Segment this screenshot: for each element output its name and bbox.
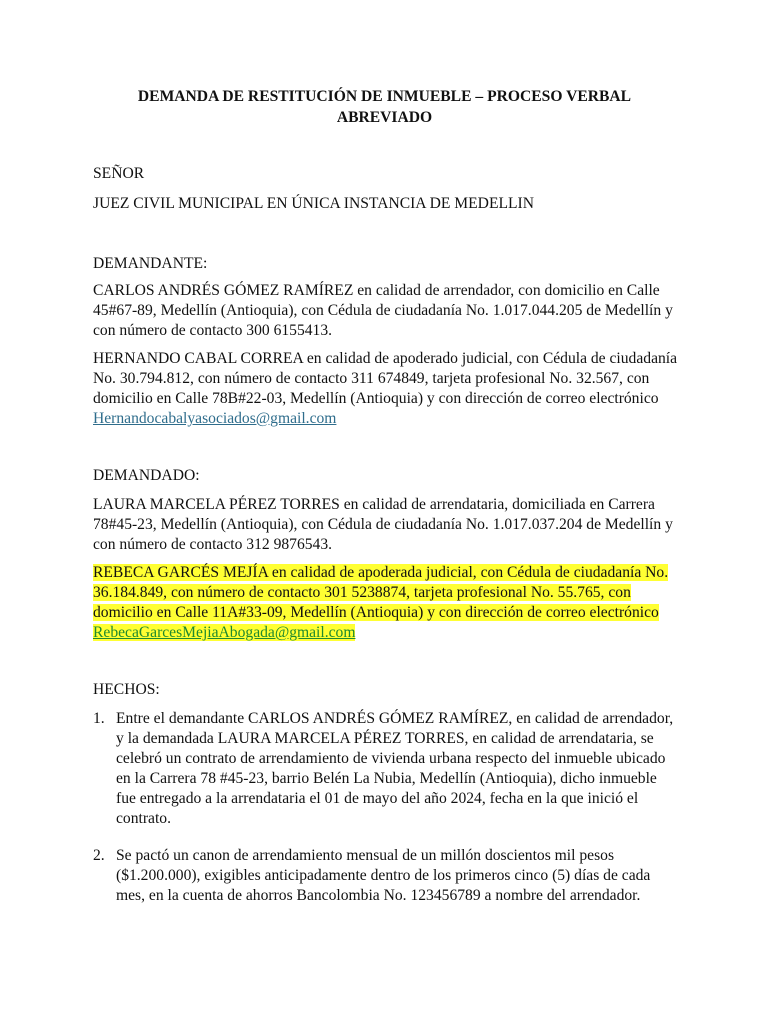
demandante-attorney-email-link[interactable]: Hernandocabalyasociados@gmail.com xyxy=(93,410,337,427)
demandado-party-text: LAURA MARCELA PÉREZ TORRES en calidad de arrendataria, domiciliada en Carrera 78#45-23, Medellín (Antioquia), con Cédula de ciudadanía No. 1.017.037.204 de Medellín y con número de contacto 312 9876543. xyxy=(93,496,673,553)
hechos-heading: HECHOS: xyxy=(93,681,160,698)
demandado-attorney-email-link[interactable]: RebecaGarcesMejiaAbogada@gmail.com xyxy=(93,624,356,641)
title-line-1: DEMANDA DE RESTITUCIÓN DE INMUEBLE – PROCESO VERBAL xyxy=(137,88,632,105)
hechos-item-1-number: 1. xyxy=(93,710,105,727)
demandado-heading: DEMANDADO: xyxy=(93,467,200,484)
demandante-heading: DEMANDANTE: xyxy=(93,255,208,272)
court-name: JUEZ CIVIL MUNICIPAL EN ÚNICA INSTANCIA DE MEDELLIN xyxy=(93,195,534,212)
document-title xyxy=(93,86,676,128)
hechos-item-2-text: Se pactó un canon de arrendamiento mensual de un millón doscientos mil pesos ($1.200.000), exigibles anticipadamente dentro de los primeros cinco (5) días de cada mes, en la cuenta de ahorros Bancolombia No. 123456789 a nombre del arrendador. xyxy=(116,847,651,904)
demandante-attorney-text: HERNANDO CABAL CORREA en calidad de apoderado judicial, con Cédula de ciudadanía No. 30.794.812, con número de contacto 311 674849, tarjeta profesional No. 32.567, con domicilio en Calle 78B#22-03, Medellín (Antioquia) y con dirección de correo electrónico xyxy=(93,350,678,407)
demandado-attorney-text: REBECA GARCÉS MEJÍA en calidad de apoderada judicial, con Cédula de ciudadanía No. 36.184.849, con número de contacto 301 5238874, tarjeta profesional No. 55.765, con domicilio en Calle 11A#33-09, Medellín (Antioquia) y con dirección de correo electrónico xyxy=(93,564,669,621)
hechos-item-1-text: Entre el demandante CARLOS ANDRÉS GÓMEZ RAMÍREZ, en calidad de arrendador, y la demandada LAURA MARCELA PÉREZ TORRES, en calidad de arrendataria, se celebró un contrato de arrendamiento de vivienda urbana respecto del inmueble ubicado en la Carrera 78 #45-23, barrio Belén La Nubia, Medellín (Antioquia), dicho inmueble fue entregado a la arrendataria el 01 de mayo del año 2024, fecha en la que inició el contrato. xyxy=(116,710,674,827)
demandado-party-paragraph xyxy=(93,495,683,555)
hechos-item-2-number: 2. xyxy=(93,847,105,864)
demandante-attorney-paragraph xyxy=(93,349,683,429)
demandante-party-paragraph xyxy=(93,281,683,341)
demandado-attorney-paragraph xyxy=(93,563,683,643)
title-line-2: ABREVIADO xyxy=(336,109,433,126)
salutation: SEÑOR xyxy=(93,165,145,182)
demandante-party-text: CARLOS ANDRÉS GÓMEZ RAMÍREZ en calidad de arrendador, con domicilio en Calle 45#67-89, Medellín (Antioquia), con Cédula de ciudadanía No. 1.017.044.205 de Medellín y con número de contacto 300 6155413. xyxy=(93,282,673,339)
